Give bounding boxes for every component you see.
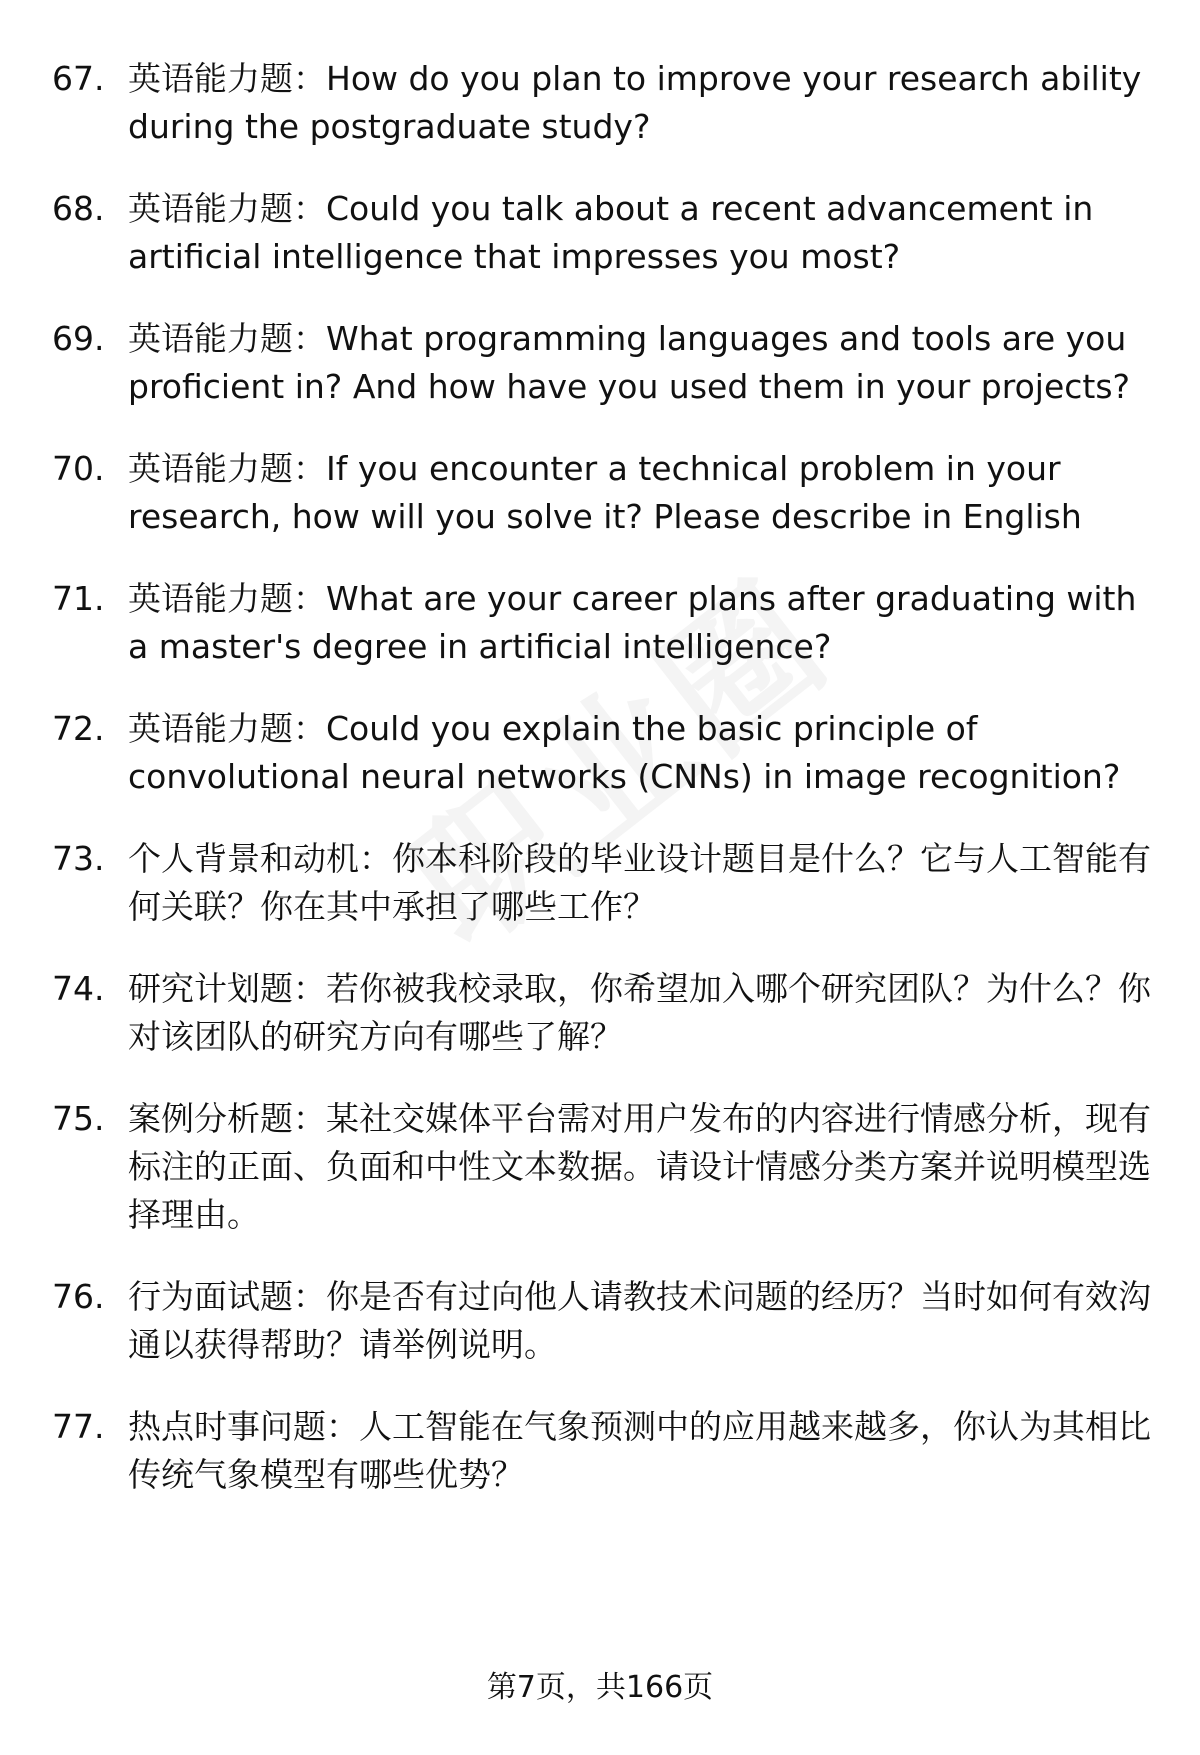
question-item-70: [52, 445, 1152, 541]
page-footer: 第7页，共166页: [486, 1670, 714, 1705]
question-list: [52, 55, 1152, 1533]
question-item-73: [52, 835, 1152, 931]
question-item-68: [52, 185, 1152, 281]
question-number: 73.: [52, 839, 105, 878]
question-text: 英语能力题：Could you talk about a recent advancement in artificial intelligence that impresses you most?: [128, 189, 1094, 276]
question-number: 76.: [52, 1277, 105, 1316]
question-number: 75.: [52, 1099, 105, 1138]
question-number: 69.: [52, 319, 105, 358]
question-item-67: [52, 55, 1152, 151]
question-text: 热点时事问题：人工智能在气象预测中的应用越来越多，你认为其相比传统气象模型有哪些优势？: [128, 1407, 1151, 1494]
question-item-77: [52, 1403, 1152, 1499]
question-item-72: [52, 705, 1152, 801]
question-text: 研究计划题：若你被我校录取，你希望加入哪个研究团队？为什么？你对该团队的研究方向有哪些了解？: [128, 969, 1151, 1056]
question-number: 71.: [52, 579, 105, 618]
question-number: 68.: [52, 189, 105, 228]
question-number: 72.: [52, 709, 105, 748]
question-text: 行为面试题：你是否有过向他人请教技术问题的经历？当时如何有效沟通以获得帮助？请举例说明。: [128, 1277, 1151, 1364]
question-text: 英语能力题：What programming languages and tools are you proficient in? And how have you used them in your projects?: [128, 319, 1131, 406]
question-item-69: [52, 315, 1152, 411]
question-number: 77.: [52, 1407, 105, 1446]
question-text: 英语能力题：What are your career plans after graduating with a master's degree in artificial intelligence?: [128, 579, 1137, 666]
question-item-76: [52, 1273, 1152, 1369]
question-item-74: [52, 965, 1152, 1061]
question-text: 英语能力题：How do you plan to improve your research ability during the postgraduate study?: [128, 59, 1142, 146]
question-text: 个人背景和动机：你本科阶段的毕业设计题目是什么？它与人工智能有何关联？你在其中承担了哪些工作？: [128, 839, 1151, 926]
question-text: 案例分析题：某社交媒体平台需对用户发布的内容进行情感分析，现有标注的正面、负面和中性文本数据。请设计情感分类方案并说明模型选择理由。: [128, 1099, 1151, 1234]
question-number: 74.: [52, 969, 105, 1008]
question-text: 英语能力题：Could you explain the basic principle of convolutional neural networks (CNNs) in image recognition?: [128, 709, 1121, 796]
question-item-75: [52, 1095, 1152, 1239]
question-item-71: [52, 575, 1152, 671]
question-text: 英语能力题：If you encounter a technical problem in your research, how will you solve it? Please describe in English: [128, 449, 1082, 536]
question-number: 70.: [52, 449, 105, 488]
question-number: 67.: [52, 59, 105, 98]
